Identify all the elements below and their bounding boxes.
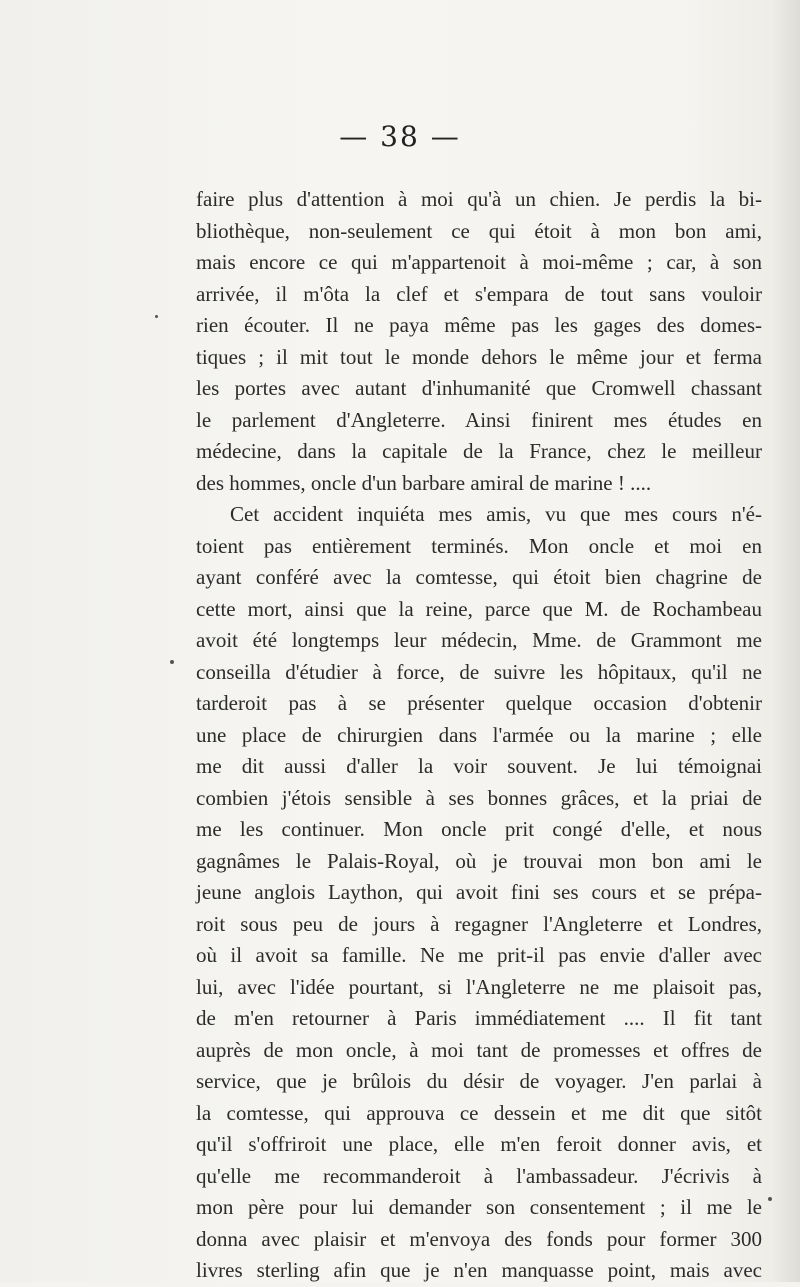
text-line: toient pas entièrement terminés. Mon oncle et moi en [196,533,762,558]
text-line: ayant conféré avec la comtesse, qui étoit bien chagrine de [196,565,762,589]
text-line: gagnâmes le Palais-Royal, où je trouvai mon bon ami le [196,848,762,873]
text-line: arrivée, il m'ôta la clef et s'empara de tout sans vouloir [196,281,762,306]
text-line: conseilla d'étudier à force, de suivre les hôpitaux, qu'il ne [196,659,762,684]
text-line: avoit été longtemps leur médecin, Mme. de Grammont me [196,628,762,652]
ink-speck [768,1197,772,1201]
text-line: roit sous peu de jours à regagner l'Angleterre et Londres, [196,911,762,936]
text-line: le parlement d'Angleterre. Ainsi finirent mes études en [196,407,762,432]
text-line: rien écouter. Il ne paya même pas les gages des domes- [196,313,762,337]
text-line: donna avec plaisir et m'envoya des fonds pour former 300 [196,1226,762,1251]
text-line: service, que je brûlois du désir de voyager. J'en parlai à [196,1069,762,1093]
text-line: mais encore ce qui m'appartenoit à moi-même ; car, à son [196,250,762,274]
text-line: bliothèque, non-seulement ce qui étoit à mon bon ami, [196,218,762,243]
text-line: lui, avec l'idée pourtant, si l'Angleterre ne me plaisoit pas, [196,974,762,999]
text-line: tarderoit pas à se présenter quelque occasion d'obtenir [196,691,762,715]
ink-speck [155,315,158,318]
ink-speck [170,660,174,664]
text-line: auprès de mon oncle, à moi tant de promesses et offres de [196,1037,762,1062]
text-line: me dit aussi d'aller la voir souvent. Je lui témoignai [196,754,762,778]
text-line: livres sterling afin que je n'en manquasse point, mais avec [196,1258,762,1282]
body-text [196,184,762,1287]
text-line: Cet accident inquiéta mes amis, vu que mes cours n'é- [230,502,762,526]
text-line: qu'il s'offriroit une place, elle m'en feroit donner avis, et [196,1132,762,1156]
text-line: combien j'étois sensible à ses bonnes grâces, et la priai de [196,785,762,810]
text-line: où il avoit sa famille. Ne me prit-il pas envie d'aller avec [196,943,762,967]
page-number: — 38 — [339,120,461,153]
text-line: mon père pour lui demander son consentement ; il me le [196,1195,762,1219]
text-line: cette mort, ainsi que la reine, parce que M. de Rochambeau [196,596,762,621]
text-line: jeune anglois Laython, qui avoit fini ses cours et se prépa- [196,880,762,904]
text-line: me les continuer. Mon oncle prit congé d'elle, et nous [196,817,762,841]
text-line: une place de chirurgien dans l'armée ou la marine ; elle [196,722,762,747]
text-line: la comtesse, qui approuva ce dessein et me dit que sitôt [196,1100,762,1125]
text-line: qu'elle me recommanderoit à l'ambassadeur. J'écrivis à [196,1163,762,1188]
binding-shadow [772,0,800,1282]
text-line: des hommes, oncle d'un barbare amiral de marine ! .... [196,470,652,495]
text-line: de m'en retourner à Paris immédiatement .... Il fit tant [196,1006,762,1030]
text-line: médecine, dans la capitale de la France, chez le meilleur [196,439,762,463]
text-line: les portes avec autant d'inhumanité que Cromwell chassant [196,376,762,400]
text-line: tiques ; il mit tout le monde dehors le même jour et ferma [196,344,762,369]
text-line: faire plus d'attention à moi qu'à un chien. Je perdis la bi- [196,187,762,211]
